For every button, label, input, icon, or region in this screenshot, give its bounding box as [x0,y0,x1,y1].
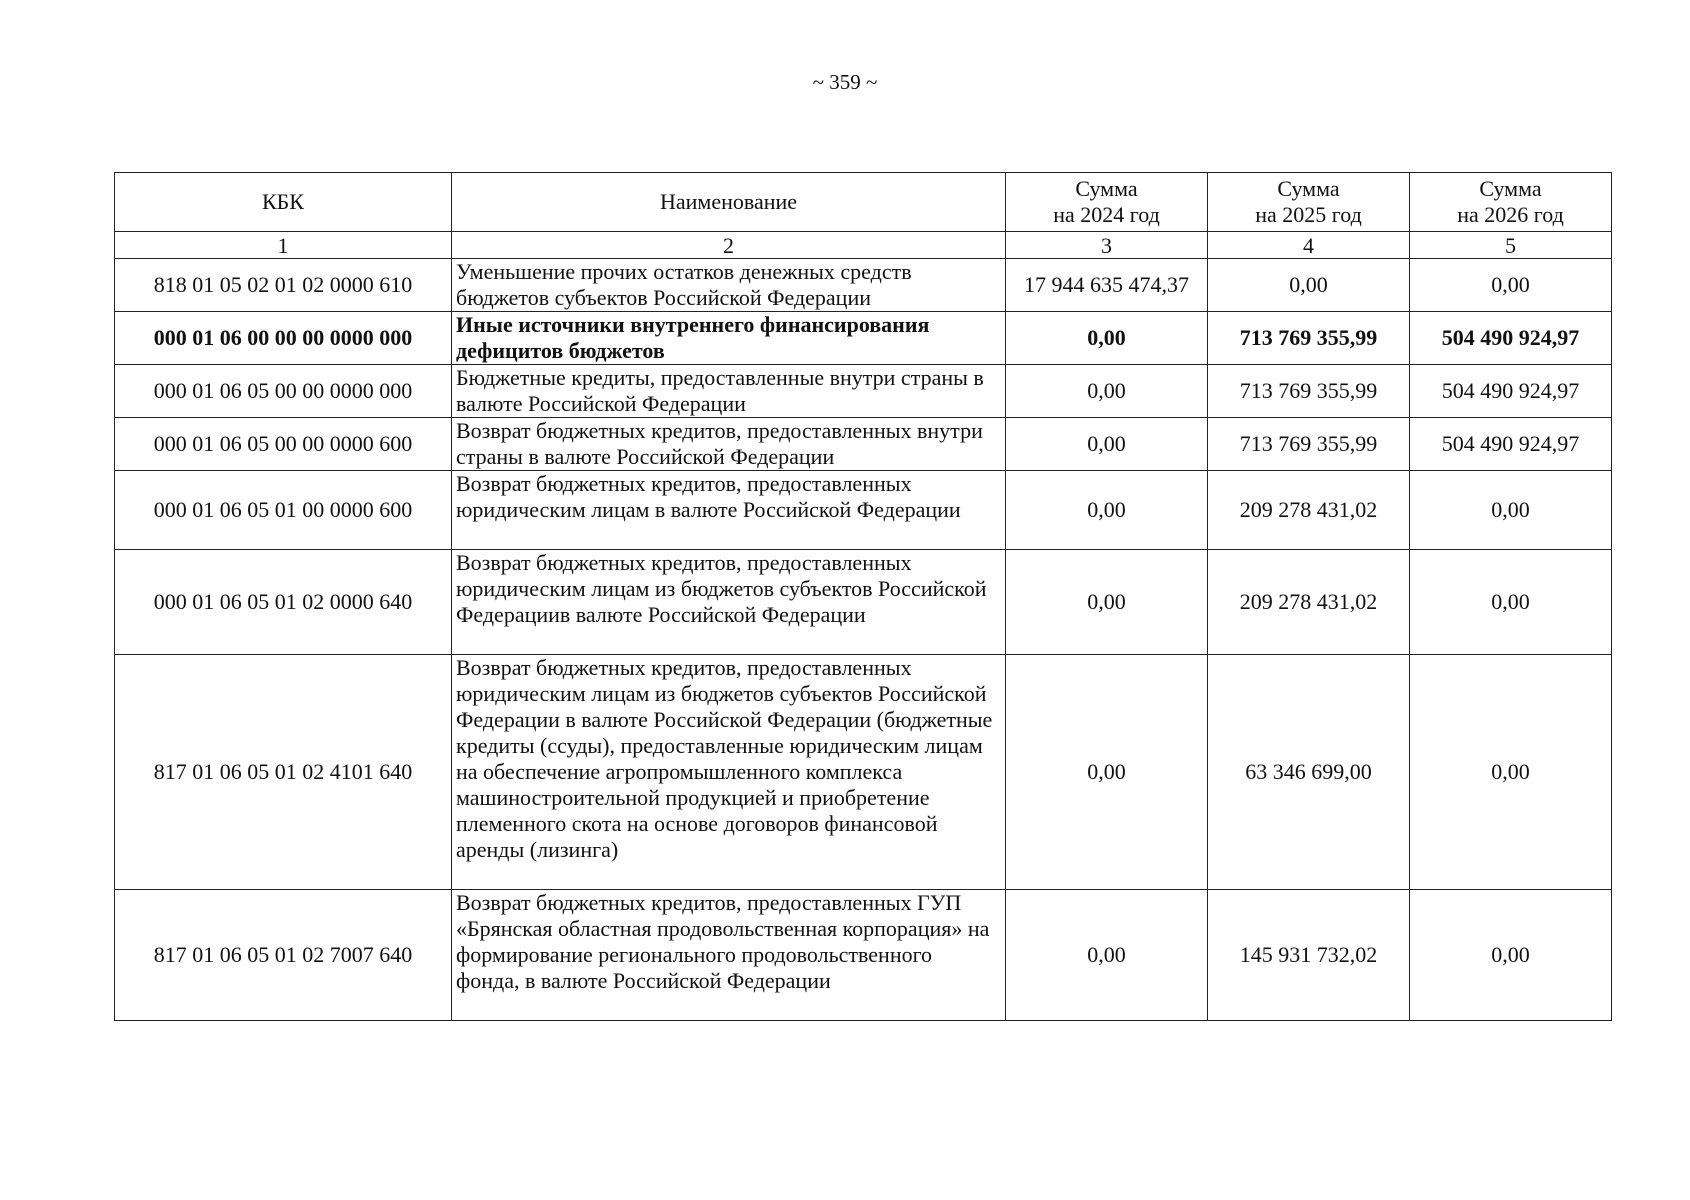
header-sum-2025 [1208,173,1410,232]
sum-2025-cell: 713 769 355,99 [1208,418,1410,471]
table-row [115,312,1612,365]
kbk-cell: 000 01 06 00 00 00 0000 000 [115,312,452,365]
name-cell: Уменьшение прочих остатков денежных средств бюджетов субъектов Российской Федерации [452,259,1006,312]
table-row [115,418,1612,471]
sum-2025-cell: 145 931 732,02 [1208,890,1410,1021]
kbk-cell: 000 01 06 05 01 00 0000 600 [115,471,452,550]
kbk-cell: 817 01 06 05 01 02 4101 640 [115,655,452,890]
header-sum-2026-line1: Сумма [1479,176,1542,201]
sum-2025-cell: 209 278 431,02 [1208,550,1410,655]
header-kbk: КБК [115,173,452,232]
sum-2025-cell: 63 346 699,00 [1208,655,1410,890]
kbk-cell: 000 01 06 05 01 02 0000 640 [115,550,452,655]
sum-2026-cell: 0,00 [1410,655,1612,890]
sum-2024-cell: 0,00 [1006,890,1208,1021]
header-name: Наименование [452,173,1006,232]
table-row [115,471,1612,550]
sum-2026-cell: 504 490 924,97 [1410,312,1612,365]
header-sum-2025-line2: на 2025 год [1255,202,1362,227]
budget-sources-table [114,172,1612,1021]
sum-2024-cell: 0,00 [1006,418,1208,471]
kbk-cell: 000 01 06 05 00 00 0000 000 [115,365,452,418]
table-row [115,890,1612,1021]
header-sum-2026-line2: на 2026 год [1457,202,1564,227]
sum-2024-cell: 17 944 635 474,37 [1006,259,1208,312]
page-number: ~ 359 ~ [812,70,878,94]
header-sum-2025-line1: Сумма [1277,176,1340,201]
sum-2026-cell: 0,00 [1410,259,1612,312]
sum-2025-cell: 713 769 355,99 [1208,312,1410,365]
sum-2026-cell: 0,00 [1410,550,1612,655]
table-row [115,259,1612,312]
kbk-cell: 818 01 05 02 01 02 0000 610 [115,259,452,312]
name-cell: Бюджетные кредиты, предоставленные внутри страны в валюте Российской Федерации [452,365,1006,418]
sum-2025-cell: 209 278 431,02 [1208,471,1410,550]
sum-2026-cell: 504 490 924,97 [1410,418,1612,471]
kbk-cell: 000 01 06 05 00 00 0000 600 [115,418,452,471]
sum-2024-cell: 0,00 [1006,550,1208,655]
name-cell: Возврат бюджетных кредитов, предоставленных юридическим лицам из бюджетов субъектов Российской Федерации в валюте Российской Федерации (бюджетные кредиты (ссуды), предоставленные юридическим лицам на обеспечение агропромышленного комплекса машиностроительной продукцией и приобретение племенного скота на основе договоров финансовой аренды (лизинга) [452,655,1006,890]
sum-2026-cell: 0,00 [1410,471,1612,550]
header-sum-2024 [1006,173,1208,232]
column-number: 4 [1208,232,1410,259]
table-header-row [115,173,1612,232]
sum-2025-cell: 713 769 355,99 [1208,365,1410,418]
sum-2026-cell: 504 490 924,97 [1410,365,1612,418]
name-cell: Возврат бюджетных кредитов, предоставленных юридическим лицам в валюте Российской Федерации [452,471,1006,550]
column-number: 1 [115,232,452,259]
column-number: 2 [452,232,1006,259]
name-cell: Иные источники внутреннего финансирования дефицитов бюджетов [452,312,1006,365]
column-number: 5 [1410,232,1612,259]
sum-2024-cell: 0,00 [1006,655,1208,890]
header-sum-2026 [1410,173,1612,232]
name-cell: Возврат бюджетных кредитов, предоставленных внутри страны в валюте Российской Федерации [452,418,1006,471]
name-cell: Возврат бюджетных кредитов, предоставленных ГУП «Брянская областная продовольственная корпорация» на формирование регионального продовольственного фонда, в валюте Российской Федерации [452,890,1006,1021]
sum-2024-cell: 0,00 [1006,471,1208,550]
table-row [115,655,1612,890]
sum-2024-cell: 0,00 [1006,365,1208,418]
column-number: 3 [1006,232,1208,259]
sum-2025-cell: 0,00 [1208,259,1410,312]
header-sum-2024-line2: на 2024 год [1053,202,1160,227]
name-cell: Возврат бюджетных кредитов, предоставленных юридическим лицам из бюджетов субъектов Российской Федерациив валюте Российской Федерации [452,550,1006,655]
sum-2026-cell: 0,00 [1410,890,1612,1021]
header-sum-2024-line1: Сумма [1075,176,1138,201]
column-number-row [115,232,1612,259]
table-row [115,550,1612,655]
kbk-cell: 817 01 06 05 01 02 7007 640 [115,890,452,1021]
table-row [115,365,1612,418]
sum-2024-cell: 0,00 [1006,312,1208,365]
